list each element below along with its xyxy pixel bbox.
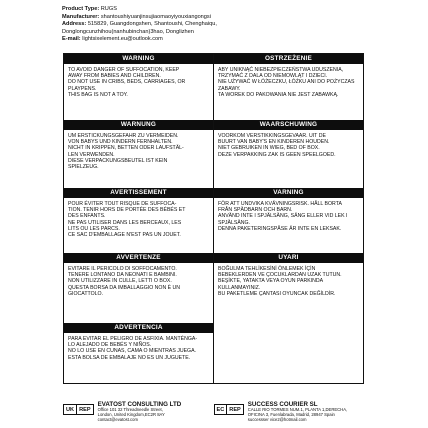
ec-rep-name: SUCCESS COURIER SL (247, 401, 318, 408)
empty-cell (214, 323, 363, 383)
warning-title: ADVERTENCIA (64, 323, 213, 333)
uk-rep-name: EVATOST CONSULTING LTD (97, 401, 182, 408)
product-type-line: Product Type: RUGS (62, 6, 117, 12)
warning-cell (214, 54, 363, 120)
warning-title: OSTRZEŻENIE (214, 54, 363, 64)
warning-text: TO AVOID DANGER OF SUFFOCATION, KEEP AWAY FROM BABIES AND CHILDREN. DO NOT USE IN CRIBS, BEDS, CARRIAGES, OR PLAYPENS. THIS BAG IS NOT A TOY. (68, 67, 186, 98)
warning-title: AVERTISSEMENT (64, 188, 213, 198)
warning-text: POUR ÉVITER TOUT RISQUE DE SUFFOCA- TION. TENIR HORS DE PORTÉE DES BÉBÉS ET DES ENFANTS. NE PAS UTILISER DANS LES BERCEAUX, LES LITS OU LES PARCS. CE SAC D'EMBALLAGE N'EST PAS UN JOUET. (68, 201, 186, 239)
warning-title: VARNING (214, 188, 363, 198)
warning-row (64, 54, 363, 120)
warning-cell (214, 188, 363, 253)
uk-rep-block (63, 400, 214, 426)
ec-rep-block (214, 400, 365, 426)
ec-rep-address: CALLE RIO TORMES NUM.1, PLANTA 1,DERECHA, OFICINA 3, Fuenlabrada, Madrid, 28947 Spain successser vice2@hotmail.com (247, 407, 348, 422)
warning-title: WARNING (64, 54, 213, 64)
warning-title: WARNUNG (64, 120, 213, 130)
ec-tag: EC (214, 404, 228, 415)
warning-row (64, 323, 363, 383)
warning-text: ABY UNIKNĄĆ NIEBEZPIECZEŃSTWA UDUSZENIA, TRZYMAĆ Z DALA OD NIEMOWLĄT I DZIECI. NIE UŻYWAĆ W ŁÓŻECZKU, ŁÓŻKU ANI DO POŻYCZAS ZABAWY. TA WOREK DO PAKOWANIA NIE JEST ZABAWKĄ. (218, 67, 355, 98)
warning-cell (64, 323, 214, 383)
warning-cell (64, 188, 214, 253)
representatives-footer (63, 400, 364, 426)
warning-cell (64, 253, 214, 323)
warning-text: UM ERSTICKUNGSGEFAHR ZU VERMEIDEN. VON BABYS UND KINDERN FERNHALTEN. NICHT IN KRIPPEN, BETTEN ODER LAUFSTÄL- LEN VERWENDEN. DIESE VERPACKUNGSBEUTEL IST KEIN SPIELZEUG. (68, 133, 184, 171)
warning-title: AVVERTENZE (64, 253, 213, 263)
warning-text: PARA EVITAR EL PELIGRO DE ASFIXIA. MANTÉNGA- LO ALEJADO DE BEBÉS Y NIÑOS. NO LO USE EN CUNAS, CAMA O MIENTRAS JUEGA. ESTA BOLSA DE EMBALAJE NO ES UN JUGUETE. (68, 336, 198, 361)
warning-cell (64, 54, 214, 120)
ec-rep-tag: REP (227, 404, 244, 415)
warning-row (64, 188, 363, 253)
warning-cell (64, 120, 214, 188)
warning-title: UYARI (214, 253, 363, 263)
email-line: E-mail: lightsixelement.eu@outlook.com (62, 36, 163, 43)
uk-rep-address: Office 101 32 Threadneedle Street, London, United Kingdom,EC2R 8AY contact@evatost.com (97, 407, 165, 422)
address-line-2: Donglongcunzhihou(nanhubinchan)3hao, Donglizhen (62, 28, 194, 35)
warning-cell (214, 120, 363, 188)
warning-text: VOORKOM VERSTIKKINGSGEVAAR. UIT DE BUURT VAN BABY'S EN KINDEREN HOUDEN. NIET GEBRUIKEN IN WIEG, BED OF BOX. DEZE VERPAKKING ZAK IS GEEN SPEELGOED. (218, 133, 336, 158)
warning-title: WAARSCHUWING (214, 120, 363, 130)
warning-cell (214, 253, 363, 323)
warning-row (64, 253, 363, 323)
manufacturer-line: Manufacturer: shantoushiyuanjinsujiaomaoyiyouxiangongsi (62, 13, 211, 20)
uk-tag: UK (63, 404, 77, 415)
product-info (62, 6, 382, 44)
warning-table (63, 53, 364, 384)
warning-text: FÖR ATT UNDVIKA KVÄVNINGSRISK. HÅLL BORTA FRÅN SPÄDBARN OCH BARN. ANVÄND INTE I SPJÄLSÄNG, SÄNG ELLER VID LEK I SPJÄLSÄNG. DENNA PAKETERINGSPÅSE ÄR INTE EN LEKSAK. (218, 201, 348, 232)
uk-rep-tag: REP (77, 404, 94, 415)
address-line: Address: 515829, Guangdongshen, Shantoushi, Chenghaiqu, (62, 21, 217, 28)
warning-text: EVITARE IL PERICOLO DI SOFFOCAMENTO. TENERE LONTANO DA NEONATI E BAMBINI. NON UTILIZZARE IN CULLE, LETTI O BOX. QUESTA BORSA DA IMBALLAGGIO NON È UN GIOCATTOLO. (68, 266, 181, 297)
warning-row (64, 120, 363, 188)
warning-text: BOĞULMA TEHLİKESİNİ ÖNLEMEK İÇİN BEBEKLERDEN VE ÇOCUKLARDAN UZAK TUTUN. BEŞİKTE, YATAKTA VEYA OYUN PARKINDA KULLANMAYINIZ. BU PAKETLEME ÇANTASI OYUNCAK DEĞİLDİR. (218, 266, 342, 297)
